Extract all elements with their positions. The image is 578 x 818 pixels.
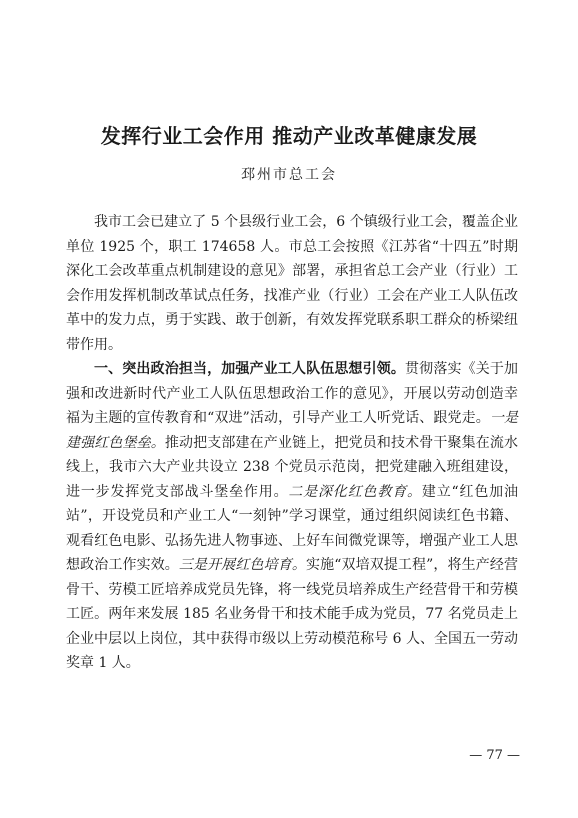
section-heading: 一、突出政治担当，加强产业工人队伍思想引领。 bbox=[94, 361, 406, 377]
article-body bbox=[66, 210, 518, 676]
author-byline: 邳州市总工会 bbox=[241, 167, 337, 183]
section-one-paragraph bbox=[66, 357, 518, 676]
subpoint-heading-1: 一是建强红色堡垒。 bbox=[66, 410, 518, 451]
subpoint-text-1: 推动把支部建在产业链上，把党员和技术骨干聚集在流水线上，我市六大产业共设立 238 个党员示范岗，把党建融入班组建设，进一步发挥党支部战斗堡垒作用。 bbox=[66, 434, 519, 500]
section-text: 贯彻落实《关于加强和改进新时代产业工人队伍思想政治工作的意见》，开展以劳动创造幸福为主题的宣传教育和“双进”活动，引导产业工人听党话、跟党走。 bbox=[66, 361, 519, 426]
intro-text: 我市工会已建立了 5 个县级行业工会，6 个镇级行业工会，覆盖企业单位 1925 个，职工 174658 人。市总工会按照《江苏省“十四五”时期深化工会改革重点机制建设的意见》部署，承担省总工会产业（行业）工会作用发挥机制改革试点任务，找准产业（行业）工会在产业工人队伍改革中的发力点，勇于实践、敢于创新，有效发挥党联系职工群众的桥梁纽带作用。 bbox=[66, 214, 518, 353]
page-title: 发挥行业工会作用 推动产业改革健康发展 bbox=[100, 124, 478, 148]
subpoint-text-2: 建立“红色加油站”，开设党员和产业工人“一刻钟”学习课堂，通过组织阅读红色书籍、观看红色电影、弘扬先进人物事迹、上好车间微党课等，增强产业工人思想政治工作实效。 bbox=[66, 483, 518, 573]
subpoint-heading-3: 三是开展红色培育。 bbox=[178, 557, 306, 573]
subpoint-text-3: 实施“双培双提工程”，将生产经营骨干、劳模工匠培养成党员先锋，将一线党员培养成生产经营骨干和劳模工匠。两年来发展 185 名业务骨干和技术能手成为党员，77 名党员走上企业中层以上岗位，其中获得市级以上劳动模范称号 6 人、全国五一劳动奖章 1 人。 bbox=[66, 557, 519, 671]
page-number: — 77 — bbox=[469, 748, 520, 763]
intro-paragraph bbox=[66, 210, 518, 357]
subpoint-heading-2: 二是深化红色教育。 bbox=[288, 483, 422, 500]
